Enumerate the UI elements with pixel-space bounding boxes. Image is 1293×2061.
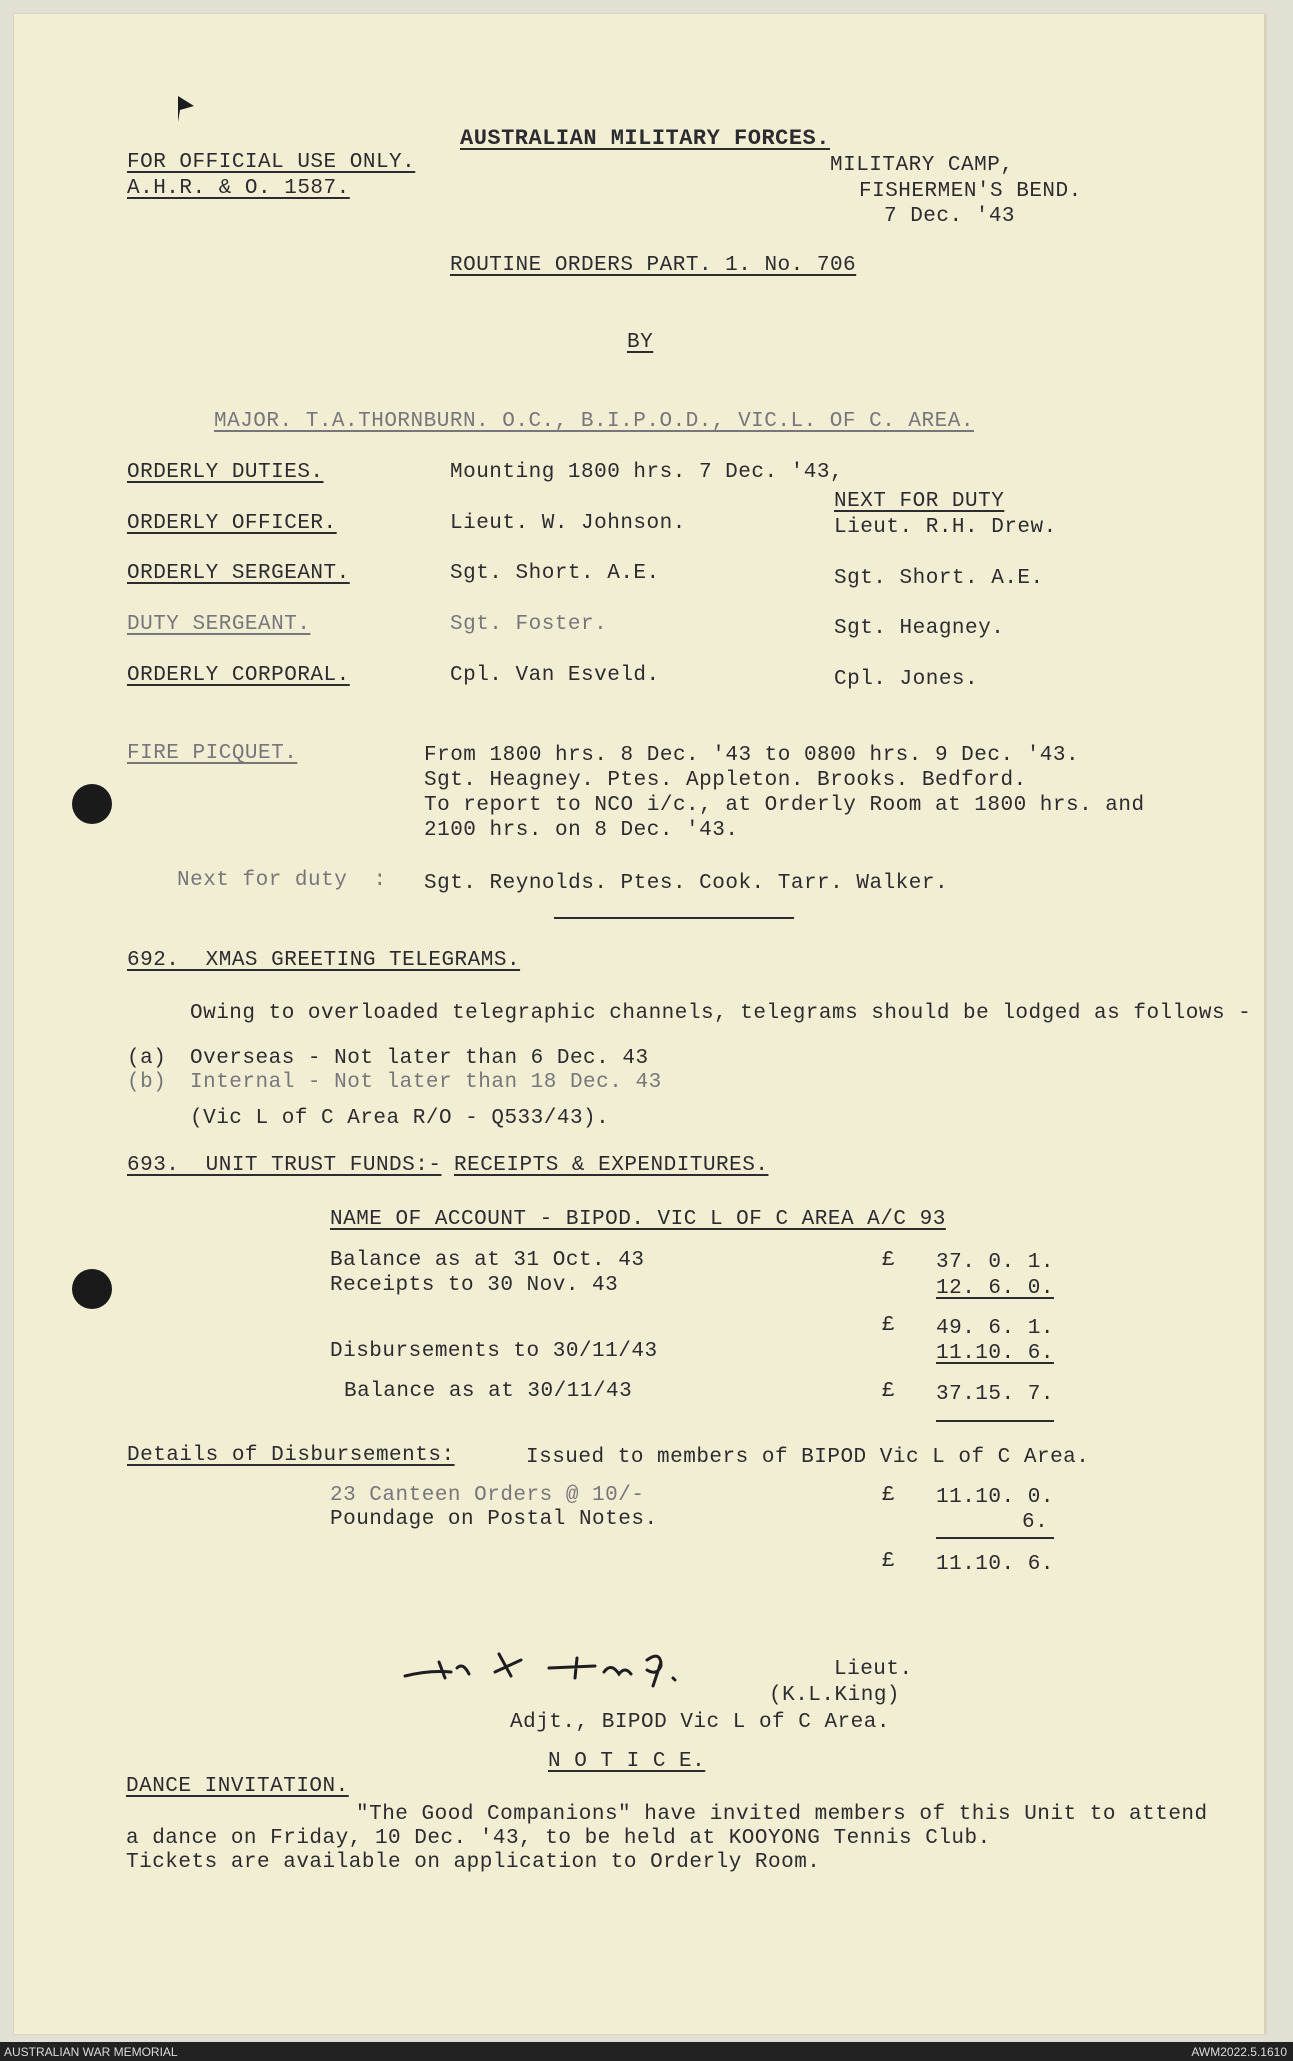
- section-divider: [554, 917, 794, 919]
- duty-current: Sgt. Short. A.E.: [450, 562, 660, 585]
- duty-role: ORDERLY OFFICER.: [127, 512, 337, 535]
- item-692-text: Overseas - Not later than 6 Dec. 43: [190, 1047, 649, 1070]
- camp-location: FISHERMEN'S BEND.: [859, 180, 1082, 203]
- duty-current: Mounting 1800 hrs. 7 Dec. '43,: [450, 461, 844, 484]
- notice-heading: DANCE INVITATION.: [126, 1775, 349, 1798]
- duty-next: Sgt. Heagney.: [834, 617, 1005, 640]
- notice-line: "The Good Companions" have invited members of this Unit to attend: [356, 1803, 1208, 1826]
- fire-picquet-line: To report to NCO i/c., at Orderly Room at 1800 hrs. and: [424, 794, 1145, 817]
- item-692-key: (a): [127, 1047, 167, 1070]
- item-692-heading: 692. XMAS GREETING TELEGRAMS.: [127, 949, 521, 972]
- duty-next: Lieut. R.H. Drew.: [834, 516, 1057, 539]
- fire-picquet-label: FIRE PICQUET.: [127, 742, 298, 765]
- pound-sign: £: [882, 1314, 896, 1337]
- pound-sign: £: [882, 1550, 896, 1573]
- item-692-intro: Owing to overloaded telegraphic channels, telegrams should be lodged as follows -: [190, 1002, 1252, 1025]
- by-label: BY: [627, 331, 654, 354]
- duty-role: ORDERLY CORPORAL.: [127, 664, 350, 687]
- ledger-label: Balance as at 30/11/43: [344, 1380, 633, 1403]
- ledger-amount: 49. 6. 1.: [936, 1317, 1054, 1340]
- issuing-officer: MAJOR. T.A.THORNBURN. O.C., B.I.P.O.D., VIC.L. OF C. AREA.: [214, 410, 974, 433]
- details-line-label: Poundage on Postal Notes.: [330, 1508, 658, 1531]
- duty-current: Sgt. Foster.: [450, 613, 608, 636]
- notice-title: N O T I C E.: [548, 1750, 706, 1773]
- handwritten-signature: [399, 1632, 719, 1692]
- punch-hole-top: [72, 784, 112, 824]
- pound-sign: £: [882, 1484, 896, 1507]
- item-693-subheading: RECEIPTS & EXPENDITURES.: [454, 1154, 769, 1177]
- item-692-reference: (Vic L of C Area R/O - Q533/43).: [190, 1107, 610, 1130]
- official-use-label: FOR OFFICIAL USE ONLY.: [127, 151, 416, 174]
- camp-name: MILITARY CAMP,: [830, 154, 1014, 177]
- duty-role: ORDERLY SERGEANT.: [127, 562, 350, 585]
- document-title: AUSTRALIAN MILITARY FORCES.: [460, 126, 830, 151]
- ledger-amount: 37. 0. 1.: [936, 1251, 1054, 1274]
- signatory-name: (K.L.King): [769, 1684, 901, 1707]
- document-page: [14, 14, 1266, 2034]
- pound-sign: £: [882, 1249, 896, 1272]
- item-692-text: Internal - Not later than 18 Dec. 43: [190, 1071, 662, 1094]
- details-line-label: 23 Canteen Orders @ 10/-: [330, 1484, 645, 1507]
- duty-current: Lieut. W. Johnson.: [450, 512, 686, 535]
- order-date: 7 Dec. '43: [884, 205, 1016, 228]
- archive-footer: [0, 2042, 1293, 2061]
- details-line-amount: 11.10. 6.: [936, 1553, 1054, 1576]
- ledger-label: Disbursements to 30/11/43: [330, 1340, 658, 1363]
- balance-underline: [936, 1420, 1054, 1422]
- ledger-label: Balance as at 31 Oct. 43: [330, 1249, 645, 1272]
- ledger-amount: 37.15. 7.: [936, 1383, 1054, 1406]
- details-underline: [936, 1537, 1054, 1539]
- duty-role: DUTY SERGEANT.: [127, 613, 311, 636]
- item-693-heading: 693. UNIT TRUST FUNDS:-: [127, 1154, 442, 1177]
- duty-next: Cpl. Jones.: [834, 668, 979, 691]
- pound-sign: £: [882, 1380, 896, 1403]
- ink-mark: [164, 92, 204, 132]
- fire-picquet-next-value: Sgt. Reynolds. Ptes. Cook. Tarr. Walker.: [424, 872, 949, 895]
- footer-left: AUSTRALIAN WAR MEMORIAL: [4, 2045, 178, 2059]
- fire-picquet-line: From 1800 hrs. 8 Dec. '43 to 0800 hrs. 9 Dec. '43.: [424, 744, 1080, 767]
- duty-role: ORDERLY DUTIES.: [127, 461, 324, 484]
- ledger-label: Receipts to 30 Nov. 43: [330, 1274, 619, 1297]
- account-name: NAME OF ACCOUNT - BIPOD. VIC L OF C AREA A/C 93: [330, 1208, 946, 1231]
- routine-orders-title: ROUTINE ORDERS PART. 1. No. 706: [450, 254, 857, 277]
- footer-right: AWM2022.5.1610: [1191, 2045, 1287, 2059]
- fire-picquet-line: 2100 hrs. on 8 Dec. '43.: [424, 819, 739, 842]
- fire-picquet-next-label: Next for duty :: [177, 869, 387, 892]
- signatory-position: Adjt., BIPOD Vic L of C Area.: [510, 1711, 890, 1734]
- details-line-amount: 11.10. 0.: [936, 1486, 1054, 1509]
- next-for-duty-header: NEXT FOR DUTY: [834, 490, 1005, 513]
- details-line-amount: 6.: [1022, 1511, 1049, 1534]
- ahr-reference: A.H.R. & O. 1587.: [127, 177, 350, 200]
- details-label: Details of Disbursements:: [127, 1444, 455, 1467]
- punch-hole-bottom: [72, 1269, 112, 1309]
- duty-next: Sgt. Short. A.E.: [834, 567, 1044, 590]
- signatory-rank: Lieut.: [834, 1658, 913, 1681]
- duty-current: Cpl. Van Esveld.: [450, 664, 660, 687]
- ledger-amount: 11.10. 6.: [936, 1342, 1054, 1365]
- item-692-key: (b): [127, 1071, 167, 1094]
- notice-line: a dance on Friday, 10 Dec. '43, to be held at KOOYONG Tennis Club.: [126, 1827, 991, 1850]
- fire-picquet-line: Sgt. Heagney. Ptes. Appleton. Brooks. Bedford.: [424, 769, 1027, 792]
- notice-line: Tickets are available on application to Orderly Room.: [126, 1851, 821, 1874]
- ledger-amount: 12. 6. 0.: [936, 1277, 1054, 1300]
- details-text: Issued to members of BIPOD Vic L of C Area.: [526, 1446, 1090, 1469]
